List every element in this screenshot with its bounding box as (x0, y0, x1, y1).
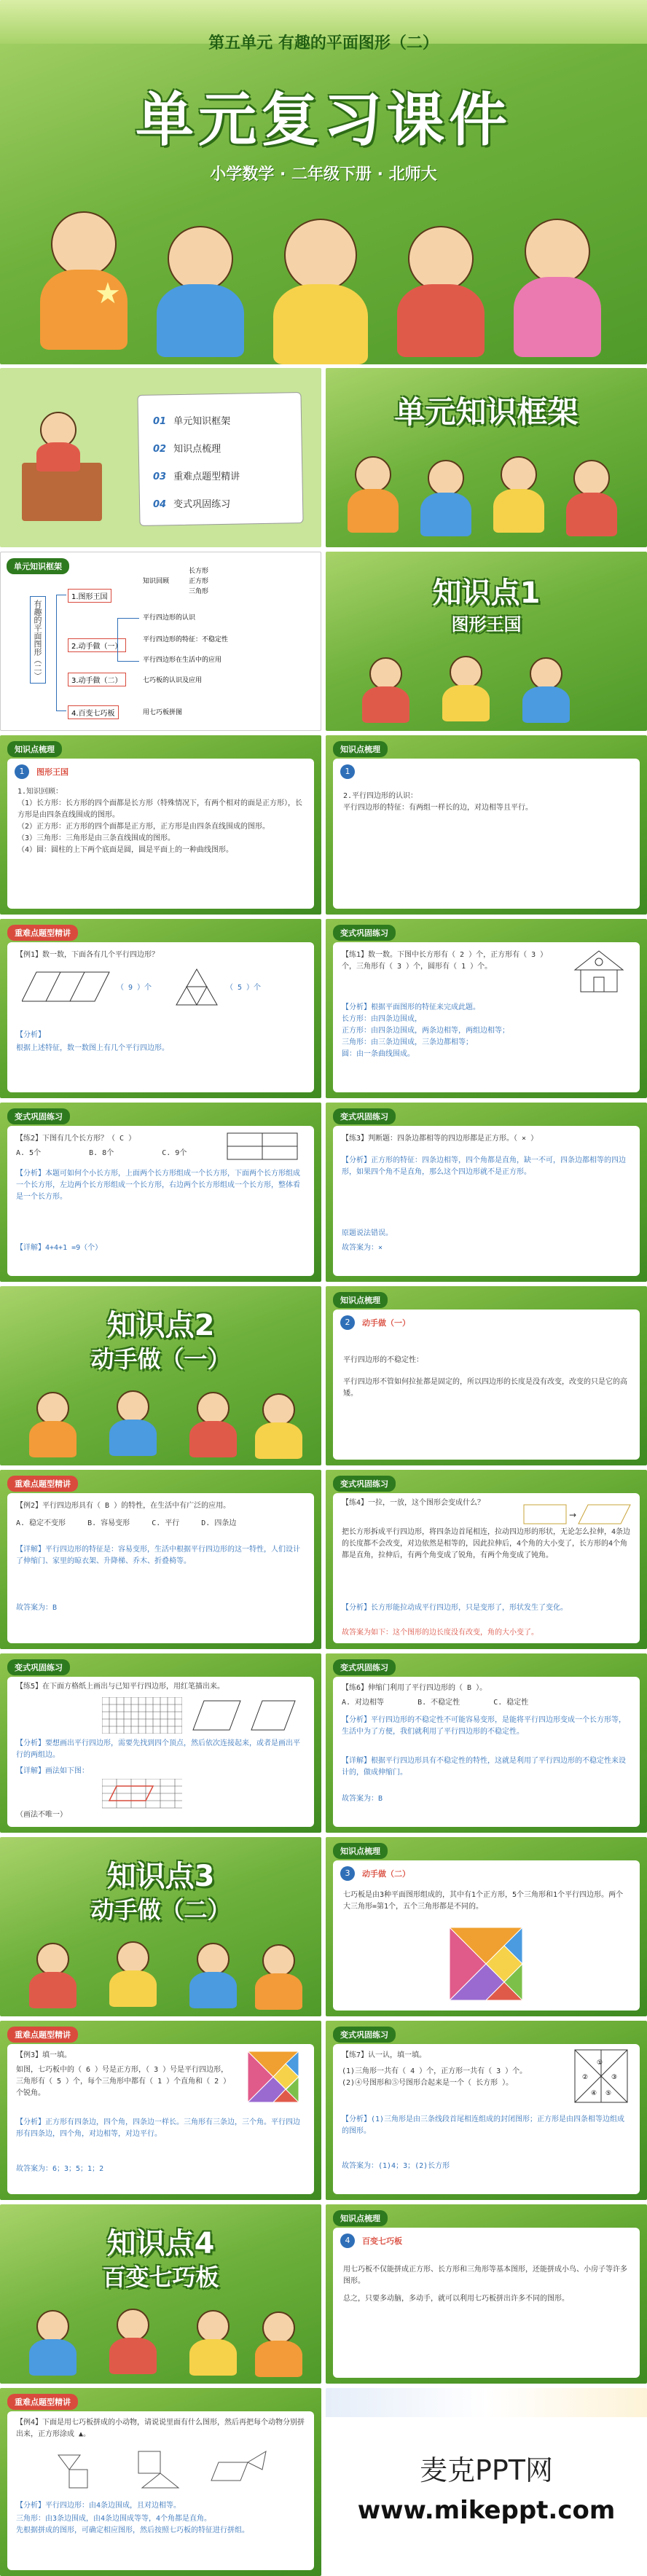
var4-body: 把长方形拆成平行四边形，将四条边首尾相连，拉动四边形的形状，无论怎么拉伸，4条边的长度都不会改变，对边依然是相等的，因此拉伸后，4个角的大小变了，长方形的4个角都是直角，拉伸后，有两个角变成了锐角，有两个角变成了钝角。 (342, 1528, 631, 1559)
framework-leaf-tangram: 七巧板的认识及应用 (143, 677, 203, 684)
framework-leaf-para-intro: 平行四边形的认识 (143, 614, 196, 622)
k1-notes2-tag: 知识点梳理 (333, 741, 388, 757)
svg-text:④: ④ (591, 2090, 597, 2097)
var1-card (333, 942, 640, 1092)
var7-line-1: (1)三角形一共有（ 4 ）个，正方形一共有（ 3 ）个。 (342, 2067, 528, 2075)
var6-tag: 变式巩固练习 (333, 1659, 396, 1675)
k2-line-2: 平行四边形不管如何拉扯都是固定的，所以四边形的长度是没有改变，改变的只是它的高矮。 (343, 1378, 627, 1398)
ex2-answer: 故答案为：B (16, 1604, 58, 1612)
ex3-question: 【例3】填一填。 (16, 2051, 72, 2059)
ex2-analysis: 【详解】平行四边形的特征是：容易变形，生活中根据平行四边形的这一特性，人们设计了伸缩门、家里的晾衣架、升降梯、乔木、折叠椅等。 (16, 1546, 300, 1565)
svg-text:⑤: ⑤ (605, 2090, 612, 2097)
star-icon: ★ (95, 277, 121, 310)
ex3-answer: 故答案为：6；3；5；1；2 (16, 2165, 104, 2173)
ex3-tangram-figure (248, 2051, 299, 2102)
k3-line-1: 七巧板是由3种平面图形组成的，其中有1个正方形，5个三角形和1个平行四边形。两个大三角形=第1个，五个三角形都是不同的。 (343, 1891, 624, 1911)
var6-detail: 【详解】根据平行四边形具有不稳定性的特性，这就是利用了平行四边形的不稳定性来设计的，做成伸缩门。 (342, 1757, 626, 1777)
ex1-triangle-figure (175, 967, 219, 1007)
k1-line-5: （4）圆：圆柱的上下两个底面是圆，圆是平面上的一种曲线图形。 (17, 846, 234, 854)
k3-notes-slide (326, 1837, 647, 2016)
svg-text:①: ① (597, 2059, 603, 2067)
framework-branch-1: 1.图形王国 (68, 589, 111, 603)
var6-card (333, 1677, 640, 1827)
k1-2-badge: 1 (340, 764, 355, 779)
section-kids-illustration (326, 449, 647, 547)
k1-line-3: （2）正方形：正方形的四个面都是正方形，正方形是由四条直线围成的图形。 (17, 823, 270, 831)
section-k4-title: 知识点4 (106, 2227, 215, 2260)
var1-line-1: 长方形：由四条边围成， (342, 1015, 422, 1023)
ex1-slide (0, 919, 321, 1098)
ex1-answer-2: （ 5 ）个 (226, 984, 262, 992)
toc-item-1[interactable]: 01 单元知识框架 (153, 416, 231, 427)
k1-2-line-2: 平行四边形的特征：有两组一样长的边，对边相等且平行。 (343, 804, 533, 812)
var3-answer: 故答案为：× (342, 1244, 383, 1252)
var3-analysis: 【分析】正方形的特征：四条边相等，四个角都是直角，缺一不可，四条边都相等的四边形，如果四个角不是直角，那么这个四边形就不是正方形。 (342, 1156, 626, 1176)
var1-question: 【练1】数一数。下图中长方形有（ 2 ）个，正方形有（ 3 ）个，三角形有（ 3 ）个，圆形有（ 1 ）个。 (342, 951, 548, 971)
k1-notes-slide (0, 735, 321, 915)
k3-notes-card (333, 1860, 640, 2011)
ex1-answer-1: （ 9 ）个 (117, 984, 152, 992)
framework-leaf-recall: 知识回顾 (143, 578, 170, 585)
var6-question: 【练6】伸缩门利用了平行四边形的（ B ）。 (342, 1684, 487, 1692)
section-k3-title: 知识点3 (106, 1860, 215, 1893)
cover-slide (0, 0, 647, 364)
ex2-option-a[interactable]: A. 稳定不变形 (16, 1519, 66, 1527)
framework-slide (0, 552, 321, 731)
ex2-slide (0, 1470, 321, 1649)
k4-notes-card (333, 2228, 640, 2378)
var5-answer: 【详解】画法如下图： (16, 1767, 89, 1775)
var2-analysis: 【分析】本题可如何个小长方形，上面两个长方形组成一个长方形，下面两个长方形组成一个长方形，左边两个长方形组成一个长方形，右边两个长方形组成一个长方形，整体看是一个长方形。 (16, 1170, 300, 1201)
ex3-analysis: 【分析】正方形有四条边，四个角，四条边一样长。三角形有三条边，三个角。平行四边形有四条边，四个角，对边相等，对边平行。 (16, 2118, 300, 2138)
ex1-card (7, 942, 314, 1092)
var6-option-b[interactable]: B. 不稳定性 (417, 1699, 460, 1707)
cover-kids-illustration (0, 197, 647, 364)
var6-option-c[interactable]: C. 稳定性 (493, 1699, 529, 1707)
section-kids-illustration (326, 650, 647, 731)
k2-notes-slide (326, 1286, 647, 1465)
section-k2-subtitle: 动手做（一） (90, 1345, 231, 1373)
section-k4-slide (0, 2204, 321, 2384)
k1-notes2-slide (326, 735, 647, 915)
section-k1-title: 知识点1 (432, 576, 541, 610)
tangram-figure (450, 1927, 522, 2000)
var1-line-2: 正方形：由四条边围成，两条边相等，两组边相等； (342, 1027, 509, 1035)
var4-slide (326, 1470, 647, 1649)
section-k3-slide (0, 1837, 321, 2016)
var2-option-a[interactable]: A. 5个 (16, 1149, 42, 1157)
k1-2-line-1: 2.平行四边形的认识： (343, 792, 418, 800)
watermark-decor (326, 2388, 647, 2417)
var3-card (333, 1126, 640, 1276)
var5-analysis: 【分析】要想画出平行四边形，需要先找到四个顶点，然后依次连接起来，或者是画出平行的两组边。 (16, 1739, 300, 1759)
ex3-tag: 重难点题型精讲 (7, 2027, 78, 2043)
svg-text:②: ② (582, 2074, 589, 2081)
var1-tag: 变式巩固练习 (333, 925, 396, 941)
var1-analysis: 【分析】根据平面图形的特征来完成此题。 (342, 1003, 480, 1011)
ex1-parallelograms-figure (22, 968, 117, 1005)
k1-notes-tag: 知识点梳理 (7, 741, 62, 757)
var6-option-a[interactable]: A. 对边相等 (342, 1699, 385, 1707)
var4-card (333, 1493, 640, 1643)
var2-option-b[interactable]: B. 8个 (89, 1149, 114, 1157)
var3-slide (326, 1103, 647, 1282)
framework-leaf-para-trait: 平行四边形的特征：不稳定性 (143, 636, 229, 643)
framework-leaf-triangle: 三角形 (189, 588, 209, 595)
toc-item-3[interactable]: 03 重难点题型精讲 (153, 471, 240, 482)
section-k1-slide (326, 552, 647, 731)
k1-line-4: （3）三角形：三角形是由三条直线围成的图形。 (17, 834, 176, 842)
var5-tag: 变式巩固练习 (7, 1659, 70, 1675)
var2-answer: 【详解】4+4+1 =9（个） (16, 1244, 103, 1252)
k1-notes-card (7, 759, 314, 909)
section-framework-title: 单元知识框架 (394, 394, 579, 430)
var2-question: 【练2】下图有几个长方形？（ C ） (16, 1135, 136, 1143)
section-framework-slide (326, 368, 647, 547)
k2-notes-tag: 知识点梳理 (333, 1292, 388, 1308)
toc-item-2[interactable]: 02 知识点梳理 (153, 444, 221, 455)
framework-leaf-rect: 长方形 (189, 568, 209, 575)
ex4-line-1: 三角形：由3条边围成，由4条边围成等等，4个角都是直角。 (16, 2515, 212, 2523)
var3-question: 【练3】判断题：四条边都相等的四边形都是正方形。（ × ） (342, 1135, 538, 1143)
ex1-question: 【例1】数一数，下面各有几个平行四边形？ (16, 951, 160, 959)
ex2-card (7, 1493, 314, 1643)
framework-branch-4: 4.百变七巧板 (68, 705, 119, 719)
framework-tag: 单元知识框架 (7, 558, 69, 574)
watermark-panel (326, 2388, 647, 2576)
var4-analysis: 【分析】长方形能拉动成平行四边形，只是变形了，形状发生了变化。 (342, 1604, 568, 1612)
k1-line-2: （1）长方形：长方形的四个面都是长方形（特殊情况下，有两个相对的面是正方形），长方形是由四条直线围成的图形。 (17, 799, 303, 819)
var7-question: 【练7】认一认，填一填。 (342, 2051, 427, 2059)
watermark-brand: 麦克PPT网 (419, 2454, 554, 2486)
var5-answer-figure (102, 1779, 182, 1815)
var4-answer: 故答案为如下：这个图形的边长度没有改变，角的大小变了。 (342, 1629, 538, 1637)
cover-subtitle: 小学数学 · 二年级下册 · 北师大 (210, 165, 437, 184)
var7-tag: 变式巩固练习 (333, 2027, 396, 2043)
var1-line-3: 三角形：由三条边围成，三条边都相等； (342, 1038, 473, 1046)
ex2-option-b[interactable]: B. 容易变形 (87, 1519, 130, 1527)
var5-question: 【练5】在下面方格纸上画出与已知平行四边形，用红笔描出来。 (16, 1683, 225, 1691)
framework-leaf-para-use: 平行四边形在生活中的应用 (143, 657, 222, 664)
var4-tag: 变式巩固练习 (333, 1476, 396, 1492)
var7-slide (326, 2021, 647, 2200)
ex4-question: 【例4】下面是用七巧板拼成的小动物，请说说里面有什么图形，然后再把每个动物分别拼出来，正方形涂成 ▲。 (16, 2419, 305, 2438)
var5-grid-figure (102, 1697, 182, 1734)
ex2-option-c[interactable]: C. 平行 (152, 1519, 180, 1527)
framework-leaf-puzzle: 用七巧板拼图 (143, 709, 183, 716)
var6-analysis: 【分析】平行四边形的不稳定性不可能容易变形，是能将平行四边形变成一个长方形等，生活中为了方便，我们就利用了平行四边形的不稳定性。 (342, 1716, 626, 1736)
var6-answer: 故答案为：B (342, 1795, 383, 1803)
k4-badge: 4 (340, 2234, 355, 2248)
cover-title: 单元复习课件 (136, 86, 511, 154)
k1-badge: 1 (15, 764, 29, 779)
k2-heading: 动手做（一） (362, 1318, 410, 1328)
k3-heading: 动手做（二） (362, 1869, 410, 1879)
ex1-tag: 重难点题型精讲 (7, 925, 78, 941)
k3-badge: 3 (340, 1866, 355, 1881)
var2-tag: 变式巩固练习 (7, 1108, 70, 1124)
framework-root: 有趣的平面图形（二） (30, 596, 46, 684)
var3-conclusion: 原题说法错误。 (342, 1229, 393, 1237)
var1-slide (326, 919, 647, 1098)
ex3-slide (0, 2021, 321, 2200)
framework-leaf-square: 正方形 (189, 578, 209, 585)
var7-line-2: (2)④号图形和⑤号图形合起来是一个（ 长方形 ）。 (342, 2079, 514, 2087)
k4-notes-tag: 知识点梳理 (333, 2210, 388, 2226)
k4-line-1: 用七巧板不仅能拼成正方形、长方形和三角形等基本图形，还能拼成小鸟、小房子等许多图形。 (343, 2266, 627, 2285)
section-kids-illustration (0, 2303, 321, 2384)
var1-house-figure (573, 950, 624, 993)
k1-line-1: 1.知识回顾： (17, 788, 63, 796)
var1-line-4: 圆：由一条曲线围成。 (342, 1050, 415, 1058)
cover-unit-label: 第五单元 有趣的平面图形（二） (208, 34, 439, 52)
var7-analysis: 【分析】(1)三角形是由三条线段首尾相连组成的封闭图形；正方形是由四条相等边组成的图形。 (342, 2115, 625, 2135)
ex1-analysis: 根据上述特征，数一数图上有几个平行四边形。 (16, 1044, 169, 1052)
ex4-tag: 重难点题型精讲 (7, 2394, 78, 2410)
section-k1-subtitle: 图形王国 (451, 614, 522, 635)
framework-branch-3: 3.动手做（二） (68, 673, 126, 686)
var2-slide (0, 1103, 321, 1282)
section-k3-subtitle: 动手做（二） (90, 1896, 231, 1924)
toc-item-4[interactable]: 04 变式巩固练习 (153, 499, 231, 510)
var2-grid-figure (226, 1132, 299, 1161)
k4-line-2: 总之，只要多动脑，多动手，就可以利用七巧板拼出许多不同的图形。 (343, 2295, 569, 2303)
var4-question: 【练4】一拉，一放，这个图形会变成什么？ (342, 1499, 485, 1507)
k4-heading: 百变七巧板 (362, 2236, 402, 2246)
var7-figure (573, 2048, 629, 2104)
framework-brace-2 (117, 618, 139, 662)
var3-tag: 变式巩固练习 (333, 1108, 396, 1124)
ex3-body: 如图，七巧板中的（ 6 ）号是正方形，（ 3 ）号是平行四边形，三角形有（ 5 ）个，每个三角形中都有（ 1 ）个直角和（ 2 ）个锐角。 (16, 2066, 231, 2097)
var5-example-figure (189, 1697, 299, 1734)
section-kids-illustration (0, 1385, 321, 1465)
var5-card (7, 1677, 314, 1827)
var2-card (7, 1126, 314, 1276)
var4-parallelogram-figure (522, 1498, 632, 1527)
ex2-tag: 重难点题型精讲 (7, 1476, 78, 1492)
framework-brace (56, 595, 66, 711)
section-k2-title: 知识点2 (106, 1309, 215, 1342)
watermark-url[interactable]: www.mikeppt.com (357, 2496, 616, 2525)
framework-branch-2: 2.动手做（一） (68, 638, 126, 652)
ex4-card (7, 2411, 314, 2570)
svg-text:③: ③ (611, 2074, 618, 2081)
toc-illustration (15, 390, 109, 528)
k3-notes-tag: 知识点梳理 (333, 1843, 388, 1859)
ex4-line-2: 先根据拼成的图形，可确定相应图形，然后按照七巧板的特征进行拼组。 (16, 2526, 249, 2534)
section-kids-illustration (0, 1935, 321, 2016)
k2-notes-card (333, 1309, 640, 1460)
k1-heading: 图形王国 (36, 767, 68, 777)
section-k2-slide (0, 1286, 321, 1465)
var7-card (333, 2044, 640, 2194)
k2-line-1: 平行四边形的不稳定性： (343, 1356, 423, 1364)
ex3-card (7, 2044, 314, 2194)
ex2-question: 【例2】平行四边形具有（ B ）的特性，在生活中有广泛的应用。 (16, 1502, 231, 1510)
var7-answer: 故答案为：(1)4；3；(2)长方形 (342, 2162, 450, 2170)
ex4-animals-figure (51, 2448, 270, 2491)
k4-notes-slide (326, 2204, 647, 2384)
ex1-analysis-label: 【分析】 (16, 1031, 45, 1039)
var5-slide (0, 1653, 321, 1833)
k1-notes2-card (333, 759, 640, 909)
ex4-slide (0, 2388, 321, 2576)
var5-note: （画法不唯一） (16, 1811, 67, 1819)
toc-slide (0, 368, 321, 547)
section-k4-subtitle: 百变七巧板 (102, 2263, 219, 2291)
var6-slide (326, 1653, 647, 1833)
k2-badge: 2 (340, 1315, 355, 1330)
ex2-option-d[interactable]: D. 四条边 (201, 1519, 237, 1527)
var2-option-c[interactable]: C. 9个 (162, 1149, 187, 1157)
svg-text:→: → (569, 1510, 577, 1520)
ex4-analysis: 【分析】平行四边形：由4条边围成，且对边相等。 (16, 2502, 181, 2510)
